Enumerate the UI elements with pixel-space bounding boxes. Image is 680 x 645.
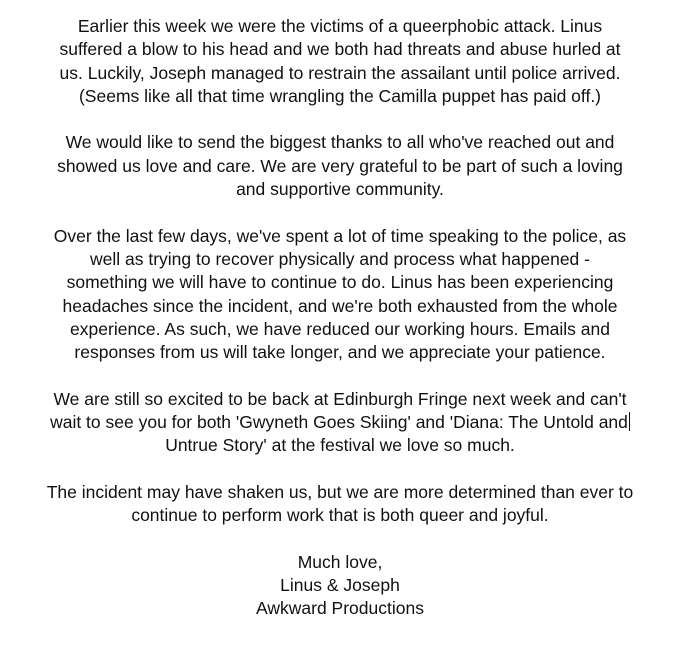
signoff-names: Linus & Joseph	[280, 575, 400, 596]
text-line: We are still so excited to be back at Edinburgh Fringe next week and can't	[53, 388, 627, 409]
text-line: responses from us will take longer, and we appreciate your patience.	[74, 342, 606, 363]
paragraph-recovery	[0, 225, 680, 365]
text-line: experience. As such, we have reduced our working hours. Emails and	[70, 318, 610, 339]
text-cursor	[629, 412, 630, 431]
text-line: headaches since the incident, and we're both exhausted from the whole	[62, 295, 618, 316]
text-line: and supportive community.	[236, 179, 444, 200]
text-line: Earlier this week we were the victims of a queerphobic attack. Linus	[77, 16, 603, 36]
text-line: We would like to send the biggest thanks to all who've reached out and	[65, 132, 615, 153]
text-line: suffered a blow to his head and we both had threats and abuse hurled at	[59, 39, 621, 60]
text-line: us. Luckily, Joseph managed to restrain the assailant until police arrived.	[59, 62, 621, 83]
paragraph-determined	[0, 481, 680, 528]
signoff-block	[0, 551, 680, 621]
paragraph-thanks	[0, 131, 680, 201]
text-line: Untrue Story' at the festival we love so much.	[165, 435, 515, 456]
text-line: something we will have to continue to do. Linus has been experiencing	[66, 272, 614, 293]
text-line-with-caret	[0, 411, 680, 434]
paragraph-attack	[0, 15, 680, 108]
paragraph-fringe	[0, 388, 680, 458]
text-line: (Seems like all that time wrangling the Camilla puppet has paid off.)	[78, 85, 602, 106]
text-line: The incident may have shaken us, but we are more determined than ever to	[46, 481, 634, 502]
signoff-greeting: Much love,	[297, 551, 383, 572]
text-line: Over the last few days, we've spent a lot of time speaking to the police, as	[53, 225, 627, 246]
text-line: well as trying to recover physically and process what happened -	[90, 248, 590, 269]
text-line: continue to perform work that is both queer and joyful.	[131, 505, 549, 526]
signoff-company: Awkward Productions	[256, 598, 424, 619]
text-line: wait to see you for both 'Gwyneth Goes Skiing' and 'Diana: The Untold and	[50, 412, 628, 433]
statement-document	[0, 15, 680, 621]
text-line: showed us love and care. We are very grateful to be part of such a loving	[57, 155, 623, 176]
